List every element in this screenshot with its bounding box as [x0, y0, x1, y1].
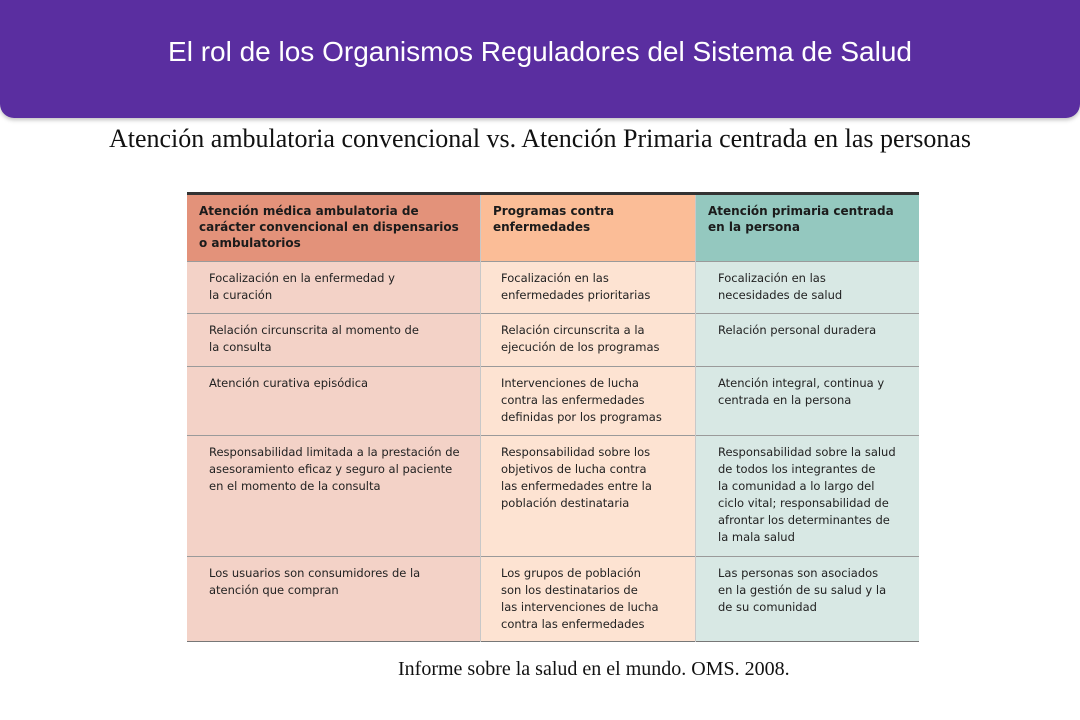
table-cell: Responsabilidad sobre la salud de todos los integrantes de la comunidad a lo largo del ciclo vital; responsabilidad de afrontar los determinantes de la mala salud — [718, 445, 896, 544]
title-banner — [0, 0, 1080, 118]
table-cell: Los grupos de población son los destinatarios de las intervenciones de lucha contra las enfermedades — [501, 566, 659, 631]
table-bottom-rule — [187, 641, 919, 642]
table-cell: Las personas son asociados en la gestión de su salud y la de su comunidad — [718, 566, 887, 614]
table-cell: Atención integral, continua y centrada en la persona — [718, 376, 885, 407]
slide-subtitle: Atención ambulatoria convencional vs. Atención Primaria centrada en las personas — [108, 124, 972, 153]
header-conventional-care: Atención médica ambulatoria de carácter convencional en dispensarios o ambulatorios — [187, 195, 481, 261]
table-cell: Responsabilidad limitada a la prestación de asesoramiento eficaz y seguro al paciente en el momento de la consulta — [209, 445, 460, 493]
table-cell: Intervenciones de lucha contra las enfermedades definidas por los programas — [501, 376, 662, 424]
table-cell: Relación personal duradera — [718, 323, 877, 337]
header-people-centred-care: Atención primaria centrada en la persona — [696, 195, 919, 261]
comparison-table — [187, 192, 919, 642]
table-cell: Relación circunscrita al momento de la consulta — [209, 323, 419, 354]
table-cell: Atención curativa episódica — [209, 376, 369, 390]
table-cell: Focalización en la enfermedad y la curación — [209, 271, 395, 302]
source-caption: Informe sobre la salud en el mundo. OMS. 2008. — [398, 658, 790, 680]
table-cell: Responsabilidad sobre los objetivos de lucha contra las enfermedades entre la población destinataria — [501, 445, 652, 510]
table-cell: Focalización en las enfermedades prioritarias — [501, 271, 651, 302]
header-disease-programs: Programas contra enfermedades — [481, 195, 696, 261]
table-cell: Relación circunscrita a la ejecución de los programas — [501, 323, 660, 354]
table-cell: Los usuarios son consumidores de la atención que compran — [209, 566, 421, 597]
table-cell: Focalización en las necesidades de salud — [718, 271, 843, 302]
slide-title: El rol de los Organismos Reguladores del Sistema de Salud — [168, 36, 912, 67]
